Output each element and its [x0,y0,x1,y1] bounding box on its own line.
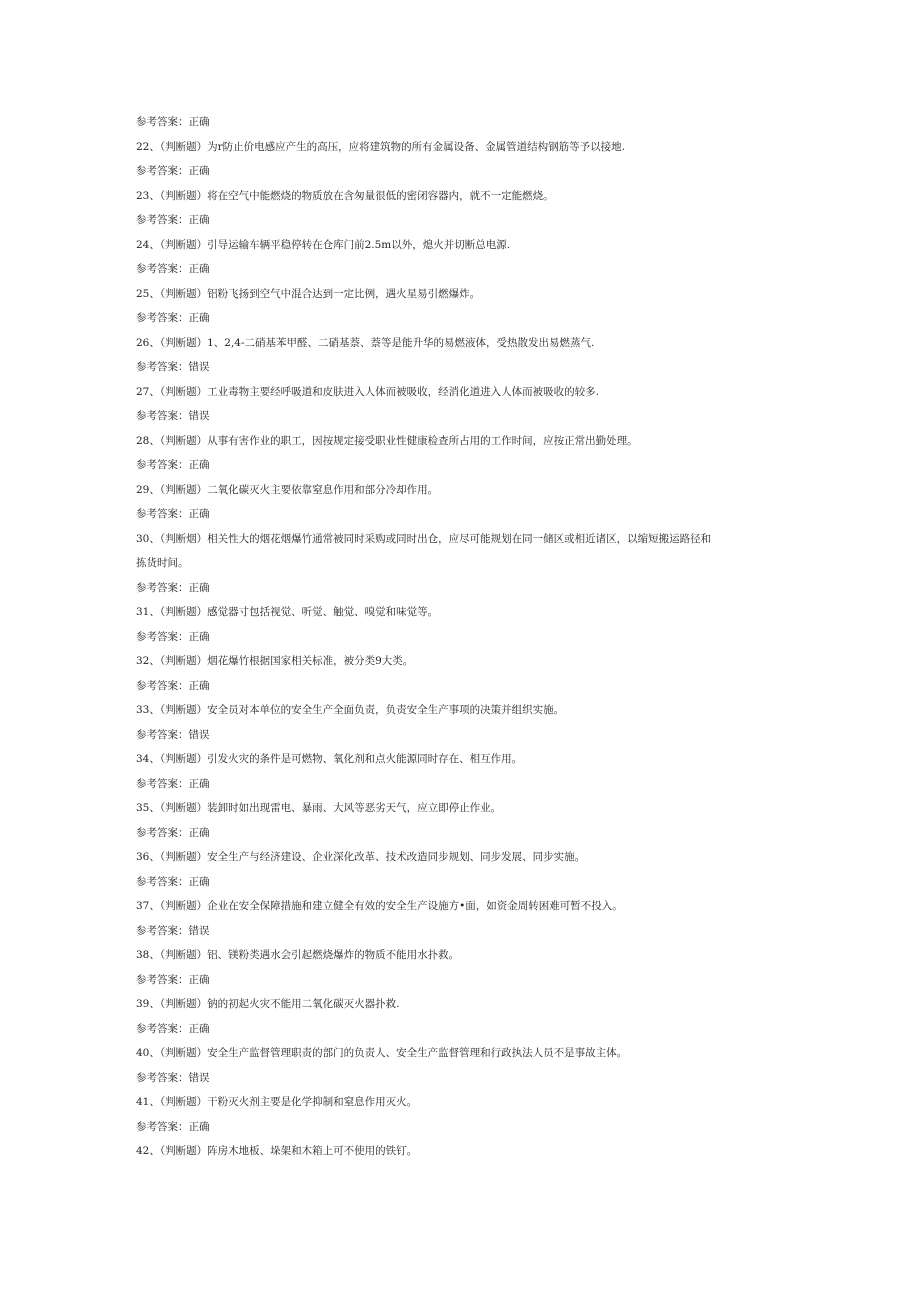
answer-line: 参考答案：正确 [136,973,210,986]
question-line: 40、（判断题）安全生产监督管理职责的部门的负责人、安全生产监督管理和行政执法人员不是事故主体。 [136,1047,628,1059]
answer-line: 参考答案：正确 [136,165,210,177]
question-line: 41、（判断题）干粉灭火剂主要是化学抑制和窒息作用灭火。 [136,1096,418,1108]
answer-line: 参考答案：正确 [136,116,210,128]
question-line: 29、（判断题）二氧化碳灭火主要依靠窒息作用和部分冷却作用。 [136,483,439,496]
question-line: 33、（判断题）安全员对本单位的安全生产全面负责，负责安全生产事项的决策并组织实施。 [136,704,565,716]
question-line: 30、（判断烟）相关性大的烟花烟爆竹通常被同时采购或同时出仓，应尽可能规划在同一储区或相近诸区，以缩短搬运路径和 [136,532,712,545]
answer-line: 参考答案：正确 [136,214,210,226]
question-line: 27、（判断题）工业毒物主要经呼吸道和皮肤进入人体而被吸收，经消化道进入人体而被吸收的较多. [136,385,599,398]
answer-line: 参考答案：正确 [136,630,210,643]
question-line: 32、（判断题）烟花爆竹根据国家相关标准，被分类9大类。 [136,655,414,667]
answer-line: 参考答案：正确 [136,1120,210,1133]
answer-line: 参考答案：正确 [136,1022,210,1035]
question-line: 26、（判断题）1、2,4-二硝基苯甲醛、二硝基萘、萘等是能升华的易燃液体，受热散发出易燃蒸气. [136,336,595,349]
question-line: 36、（判断题）安全生产与经济建设、企业深化改革、技术改造同步规划、同步发展、同步实施。 [136,851,586,863]
question-continuation-line: 拣货时间。 [136,557,189,569]
answer-line: 参考答案：正确 [136,826,210,839]
question-line: 35、（判断题）装卸时如出现雷电、暴雨、大风等恶劣天气，应立即停止作业。 [136,802,502,814]
question-line: 22、（判断题）为r防止价电感应产生的高压，应将建筑物的所有金属设备、金属管道结构钢筋等予以接地. [136,140,625,153]
answer-line: 参考答案：错误 [136,410,210,422]
answer-line: 参考答案：正确 [136,777,210,790]
question-line: 24、（判断题）引导运输车辆平稳停转在仓库门前2.5m以外，熄火并切断总电源. [136,238,511,251]
question-line: 28、（判断题）从事有害作业的职工，因按规定接受职业性健康检查所占用的工作时间，应按正常出勤处理。 [136,434,638,447]
answer-line: 参考答案：错误 [136,728,210,741]
question-line: 37、（判断题）企业在安全保障措施和建立健全有效的安全生产设施方•面，如资金周转困难可暂不投入。 [136,900,623,912]
answer-line: 参考答案：错误 [136,1071,210,1084]
answer-line: 参考答案：错误 [136,924,210,937]
question-line: 42、（判断题）阵房木地板、垛架和木箱上可不使用的铁钉。 [136,1145,418,1157]
answer-line: 参考答案：正确 [136,875,210,888]
answer-line: 参考答案：错误 [136,361,210,373]
answer-line: 参考答案：正确 [136,459,210,471]
question-line: 39、（判断题）钠的初起火灾不能用二氧化碳灭火器扑救. [136,998,400,1010]
document-body [136,110,786,1164]
answer-line: 参考答案：正确 [136,581,210,594]
question-line: 38、（判断题）铝、镁粉类遇水会引起燃烧爆炸的物质不能用水扑救。 [136,949,460,961]
answer-line: 参考答案：正确 [136,312,210,324]
question-line: 34、（判断题）引发火灾的条件是可燃物、氧化剂和点火能源同时存在、相互作用。 [136,753,523,765]
answer-line: 参考答案：正确 [136,508,210,520]
question-line: 23、（判断题）将在空气中能燃烧的物质放在含匆量很低的密闭容器内，就不一定能燃烧。 [136,189,554,202]
question-line: 31、（判断题）感觉器寸包括视觉、听觉、触觉、嗅觉和味觉等。 [136,606,439,618]
answer-line: 参考答案：正确 [136,263,210,275]
answer-line: 参考答案：正确 [136,679,210,692]
question-line: 25、（判断题）铝粉飞扬到空气中混合达到一定比例，遇火星易引燃爆炸。 [136,287,481,300]
